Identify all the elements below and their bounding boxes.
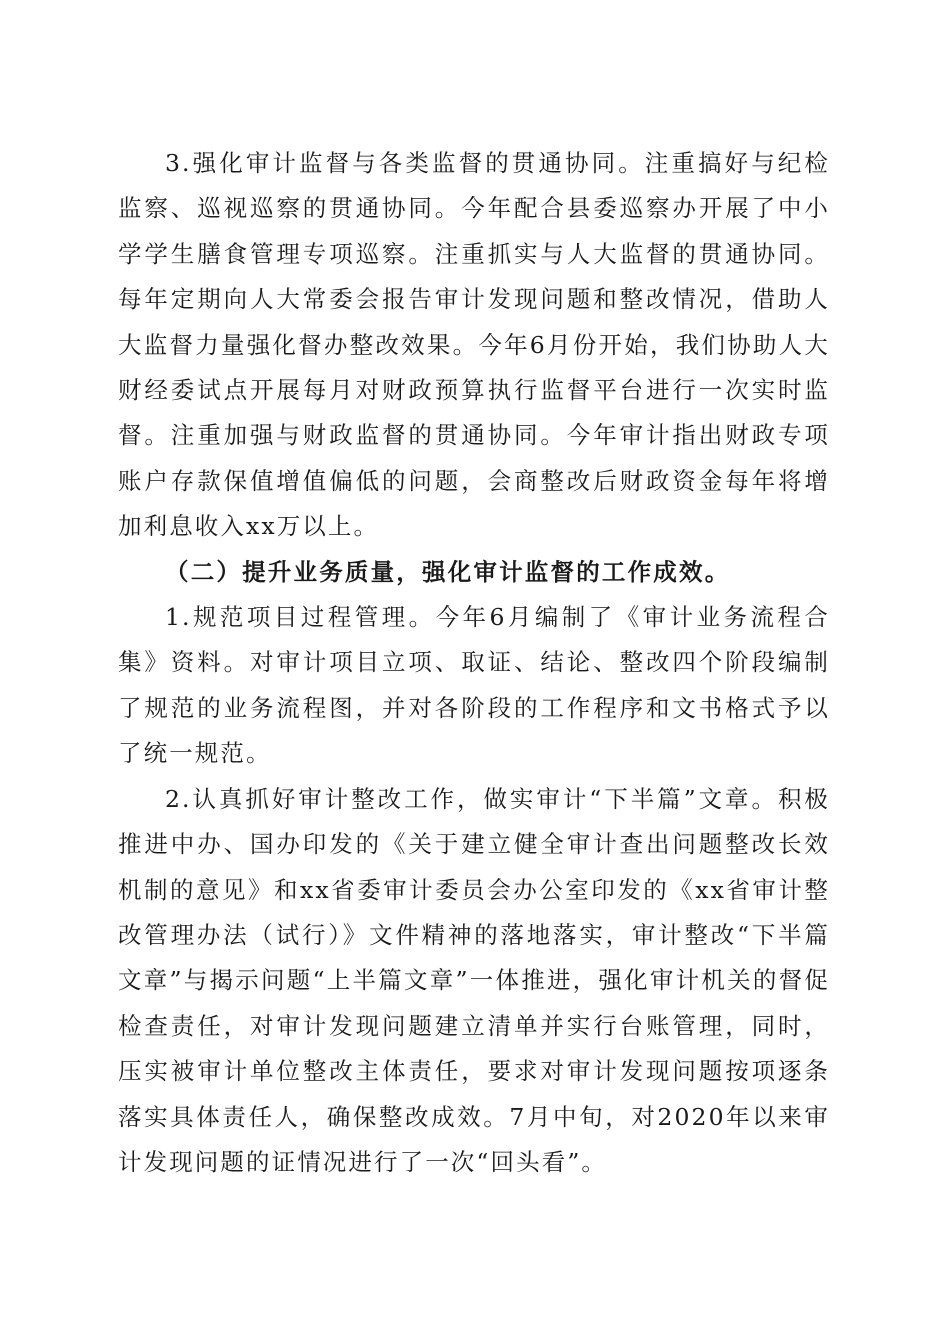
document-page	[118, 141, 830, 1185]
paragraph-audit-rectification: 2.认真抓好审计整改工作，做实审计“下半篇”文章。积极推进中办、国办印发的《关于建立健全审计查出问题整改长效机制的意见》和xx省委审计委员会办公室印发的《xx省审计整改管理办法（试行）》文件精神的落地落实，审计整改“下半篇文章”与揭示问题“上半篇文章”一体推进，强化审计机关的督促检查责任，对审计发现问题建立清单并实行台账管理，同时，压实被审计单位整改主体责任，要求对审计发现问题按项逐条落实具体责任人，确保整改成效。7月中旬，对2020年以来审计发现问题的证情况进行了一次“回头看”。	[118, 784, 830, 1176]
paragraph-project-process-management: 1.规范项目过程管理。今年6月编制了《审计业务流程合集》资料。对审计项目立项、取证、结论、整改四个阶段编制了规范的业务流程图，并对各阶段的工作程序和文书格式予以了统一规范。	[118, 603, 830, 768]
paragraph-audit-supervision-coordination: 3.强化审计监督与各类监督的贯通协同。注重搞好与纪检监察、巡视巡察的贯通协同。今年配合县委巡察办开展了中小学学生膳食管理专项巡察。注重抓实与人大监督的贯通协同。每年定期向人大常委会报告审计发现问题和整改情况，借助人大监督力量强化督办整改效果。今年6月份开始，我们协助人大财经委试点开展每月对财政预算执行监督平台进行一次实时监督。注重加强与财政监督的贯通协同。今年审计指出财政专项账户存款保值增值偏低的问题，会商整改后财政资金每年将增加利息收入xx万以上。	[118, 149, 830, 541]
section-heading-business-quality: （二）提升业务质量，强化审计监督的工作成效。	[165, 557, 731, 586]
